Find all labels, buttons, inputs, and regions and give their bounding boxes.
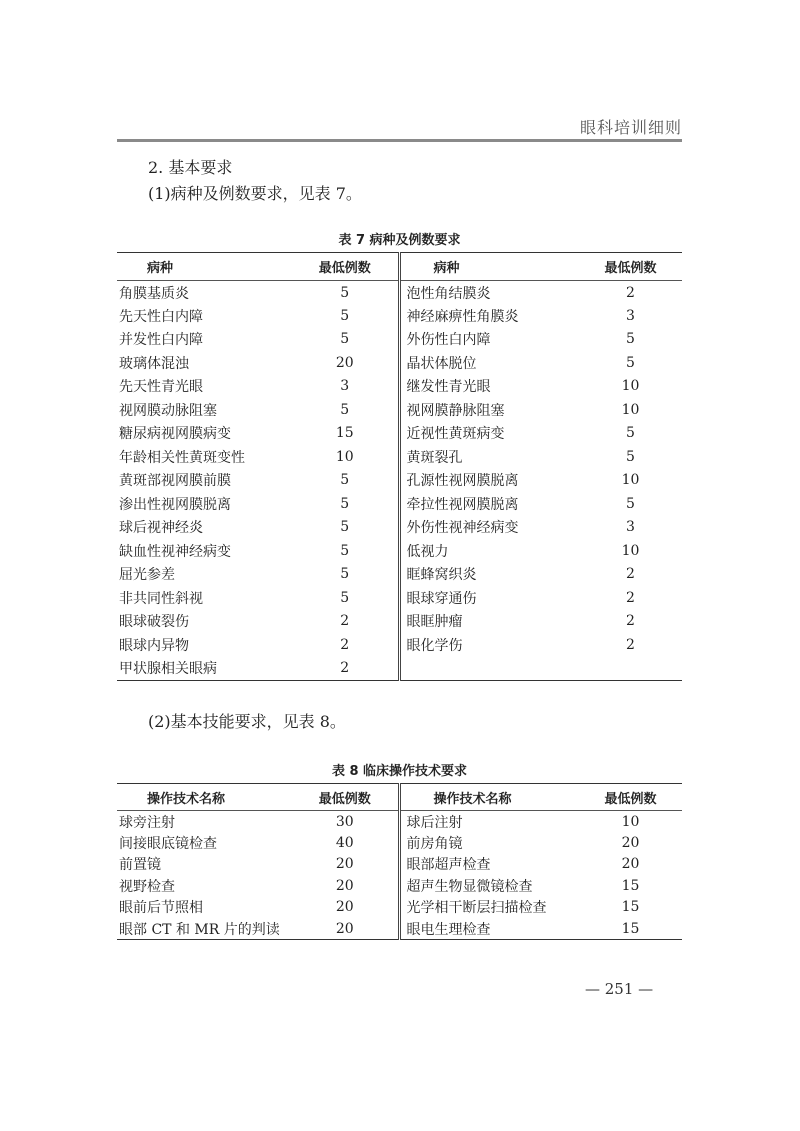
table7-caption: 表 7 病种及例数要求 [338, 233, 461, 248]
table7-cell-count-2: 5 [626, 448, 635, 465]
table7-cell-name: 缺血性视神经病变 [119, 543, 231, 560]
table7-cell-count: 5 [340, 495, 350, 512]
table8-cell-name-2: 球后注射 [399, 811, 579, 833]
table7-row [117, 445, 682, 469]
section-heading: 2. 基本要求 [148, 158, 233, 177]
paragraph-item-2: (2)基本技能要求，见表 8。 [148, 712, 346, 731]
table8-cell-count: 20 [335, 899, 354, 916]
table8-cell-name: 间接眼底镜检查 [119, 835, 217, 852]
table8-cell-count-2: 15 [621, 920, 640, 937]
table7-row [117, 539, 682, 563]
table7-header-min-cases-2: 最低例数 [604, 261, 657, 276]
table7-cell-count: 2 [340, 660, 350, 676]
table7-cell-count: 5 [340, 472, 350, 489]
table7-row [117, 586, 682, 610]
table7-cell-count: 3 [340, 378, 350, 395]
table8-header-min-cases: 最低例数 [318, 791, 371, 807]
table7-cell-name-2: 神经麻痹性角膜炎 [399, 304, 579, 328]
table7-row [117, 563, 682, 587]
table7-cell-name-2: 泡性角结膜炎 [399, 281, 579, 305]
table7-cell-count-2: 2 [626, 566, 635, 583]
table7-row [117, 351, 682, 375]
table8-cell-name-2: 眼电生理检查 [399, 918, 579, 940]
table7-cell-count: 5 [340, 401, 350, 418]
table7-row [117, 469, 682, 493]
table7-cell-name-2: 牵拉性视网膜脱离 [399, 492, 579, 516]
table8-row [117, 832, 682, 854]
table7-cell-count-2: 5 [626, 354, 635, 371]
table7-cell-name-2: 黄斑裂孔 [399, 445, 579, 469]
table7-cell-count: 20 [335, 354, 354, 371]
table8-cell-name: 视野检查 [119, 878, 175, 895]
table7-cell-count-2: 2 [626, 613, 635, 630]
table7-cell-name: 玻璃体混浊 [119, 355, 189, 372]
table7-cell-name-2: 眼球穿通伤 [399, 586, 579, 610]
table7-cell-name: 先天性白内障 [119, 308, 203, 325]
table8-cell-name: 眼前后节照相 [119, 900, 203, 917]
table7-cell-name: 甲状腺相关眼病 [119, 661, 217, 677]
table7-cell-count: 5 [340, 589, 350, 606]
table8-cell-count-2: 20 [621, 856, 640, 873]
table8-header-technique-2: 操作技术名称 [399, 784, 579, 811]
table8-cell-name: 球旁注射 [119, 814, 175, 831]
table7-row [117, 375, 682, 399]
table8-cell-count: 30 [335, 813, 354, 830]
table8-cell-name-2: 超声生物显微镜检查 [399, 875, 579, 897]
table7-cell-name-2: 继发性青光眼 [399, 375, 579, 399]
table8-header-technique: 操作技术名称 [147, 791, 226, 807]
table7-cell-count-2: 10 [621, 378, 640, 395]
table7-cell-name: 渗出性视网膜脱离 [119, 496, 231, 513]
table7-cell-name: 眼球破裂伤 [119, 614, 189, 631]
table8-row [117, 897, 682, 919]
table8-row [117, 811, 682, 833]
table8-cell-count-2: 20 [621, 834, 640, 851]
table8-cell-count: 20 [335, 856, 354, 873]
table8-caption: 表 8 临床操作技术要求 [331, 764, 468, 779]
table7-row [117, 610, 682, 634]
table8-cell-count-2: 15 [621, 899, 640, 916]
table7-cell-name-2: 孔源性视网膜脱离 [399, 469, 579, 493]
table8 [117, 783, 682, 940]
table8-cell-name: 前置镜 [119, 857, 161, 874]
table7-cell-name: 角膜基质炎 [119, 285, 189, 302]
page-number: — 251 — [585, 980, 654, 998]
table7 [117, 252, 682, 681]
table7-cell-count-2: 2 [626, 284, 635, 301]
table7-cell-name: 并发性白内障 [119, 332, 203, 349]
running-header-title: 眼科培训细则 [579, 118, 682, 137]
table7-cell-count-2: 2 [626, 636, 635, 653]
table8-row [117, 918, 682, 940]
table7-cell-count-2: 3 [626, 307, 635, 324]
table8-header-min-cases-2: 最低例数 [604, 791, 657, 807]
table7-row [117, 422, 682, 446]
table8-cell-name-2: 眼部超声检查 [399, 854, 579, 876]
table7-row [117, 633, 682, 657]
table7-cell-name-2: 外伤性视神经病变 [399, 516, 579, 540]
table7-cell-count: 5 [340, 519, 350, 536]
table7-cell-name-2: 近视性黄斑病变 [399, 422, 579, 446]
table7-row [117, 398, 682, 422]
table8-row [117, 854, 682, 876]
table7-cell-count: 15 [335, 425, 354, 442]
table7-cell-name-2: 外伤性白内障 [399, 328, 579, 352]
table7-row [117, 516, 682, 540]
table7-cell-count-2: 2 [626, 589, 635, 606]
table8-cell-name-2: 前房角镜 [399, 832, 579, 854]
table7-cell-name-2: 晶状体脱位 [399, 351, 579, 375]
table7-header-disease: 病种 [147, 261, 174, 276]
table7-cell-count: 5 [340, 307, 350, 324]
table7-cell-name-2: 视网膜静脉阻塞 [399, 398, 579, 422]
table7-cell-count-2: 5 [626, 425, 635, 442]
table7-cell-name: 眼球内异物 [119, 637, 189, 654]
table7-row [117, 492, 682, 516]
table7-header-disease-2: 病种 [399, 253, 579, 281]
table8-cell-count-2: 10 [621, 813, 640, 830]
table7-row [117, 657, 682, 681]
table8-cell-count: 20 [335, 877, 354, 894]
table8-cell-name: 眼部 CT 和 MR 片的判读 [119, 921, 280, 938]
table7-cell-count-2: 3 [626, 519, 635, 536]
table7-cell-count: 2 [340, 613, 350, 630]
table7-cell-name-2: 眶蜂窝织炎 [399, 563, 579, 587]
table7-header-min-cases: 最低例数 [318, 261, 371, 276]
table7-cell-name: 屈光参差 [119, 567, 175, 584]
table7-cell-count-2: 10 [621, 401, 640, 418]
table7-cell-name-2: 眼化学伤 [399, 633, 579, 657]
table7-cell-count: 5 [340, 284, 350, 301]
table7-cell-count-2 [579, 657, 682, 681]
table7-cell-name: 糖尿病视网膜病变 [119, 426, 231, 443]
table7-cell-name: 黄斑部视网膜前膜 [119, 473, 231, 490]
table7-cell-name: 非共同性斜视 [119, 590, 203, 607]
table7-cell-count-2: 10 [621, 472, 640, 489]
table8-cell-count-2: 15 [621, 877, 640, 894]
table7-row [117, 304, 682, 328]
table7-cell-count: 5 [340, 566, 350, 583]
table7-cell-count: 2 [340, 636, 350, 653]
table7-cell-count: 5 [340, 331, 350, 348]
table8-row [117, 875, 682, 897]
header-rule [117, 139, 682, 142]
table8-cell-name-2: 光学相干断层扫描检查 [399, 897, 579, 919]
table7-cell-count-2: 10 [621, 542, 640, 559]
table7-cell-count-2: 5 [626, 331, 635, 348]
table7-cell-count-2: 5 [626, 495, 635, 512]
table8-cell-count: 40 [335, 834, 354, 851]
table7-cell-name-2: 眼眶肿瘤 [399, 610, 579, 634]
table7-cell-name: 年龄相关性黄斑变性 [119, 449, 245, 466]
table7-cell-name-2 [399, 657, 579, 681]
table7-cell-count: 10 [335, 448, 354, 465]
table7-row [117, 328, 682, 352]
table7-row [117, 281, 682, 305]
table7-cell-name: 先天性青光眼 [119, 379, 203, 396]
table7-cell-count: 5 [340, 542, 350, 559]
table8-cell-count: 20 [335, 920, 354, 937]
table7-cell-name: 视网膜动脉阻塞 [119, 402, 217, 419]
table7-cell-name: 球后视神经炎 [119, 520, 203, 537]
paragraph-item-1: (1)病种及例数要求，见表 7。 [148, 184, 362, 203]
table7-cell-name-2: 低视力 [399, 539, 579, 563]
